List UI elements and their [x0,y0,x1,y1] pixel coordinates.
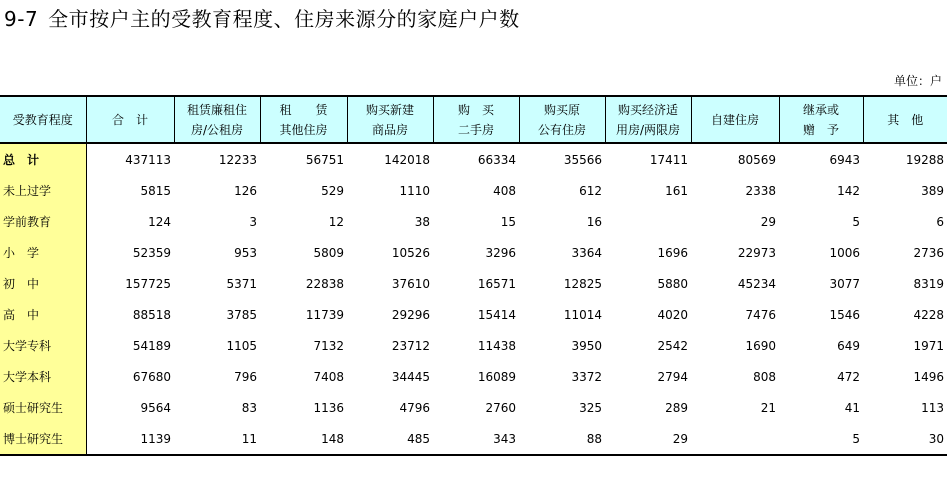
table-cell: 3950 [571,338,602,353]
table-cell: 19288 [905,152,944,167]
table-cell: 4020 [657,307,688,322]
table-cell: 52359 [132,245,171,260]
column-header-line2: 公有住房 [537,122,586,137]
table-cell: 7132 [313,338,344,353]
table-cell: 808 [753,369,776,384]
table-cell: 389 [921,183,944,198]
table-cell: 34445 [391,369,430,384]
table-row [0,268,947,299]
table-cell: 2338 [745,183,776,198]
column-header-line1: 购买新建 [365,102,414,117]
column-header [86,96,174,143]
column-header [260,96,347,143]
column-header-line2: 商品房 [371,122,408,137]
table-cell: 22973 [737,245,776,260]
table-cell [691,423,779,455]
table-cell: 6 [936,214,944,229]
row-label: 硕士研究生 [0,392,86,423]
table-cell: 1105 [226,338,257,353]
table-cell: 5880 [657,276,688,291]
table-row [0,392,947,423]
column-header [174,96,260,143]
table-cell: 12 [328,214,344,229]
table-cell: 10526 [391,245,430,260]
table-cell: 5809 [313,245,344,260]
table-cell: 148 [260,423,347,455]
table-cell: 124 [148,214,171,229]
table-cell: 35566 [563,152,602,167]
table-cell: 1139 [86,423,174,455]
row-label: 初 中 [0,268,86,299]
table-cell: 142 [837,183,860,198]
table-header-row [0,96,947,143]
table-row [0,423,947,455]
table-cell: 29296 [391,307,430,322]
table-cell: 325 [579,400,602,415]
table-row [0,299,947,330]
table-cell: 12825 [563,276,602,291]
column-header-line1: 购 买 [457,102,494,117]
column-header-line1: 自建住房 [710,112,759,127]
table-cell: 29 [760,214,776,229]
unit-label: 单位：户 [893,74,942,88]
table-number: 9-7 [4,7,39,31]
table-cell: 4228 [913,307,944,322]
table-cell: 80569 [737,152,776,167]
table-cell: 142018 [384,152,430,167]
column-header-line2: 用房/两限房 [615,122,681,137]
table-cell: 54189 [132,338,171,353]
column-header-line2: 二手房 [457,122,494,137]
table-cell: 29 [605,423,691,455]
table-cell: 45234 [737,276,776,291]
table-cell: 7476 [745,307,776,322]
table-cell: 126 [234,183,257,198]
row-label: 总 计 [0,143,86,175]
column-header [691,96,779,143]
data-table [0,95,947,456]
column-header-line1: 购买原 [543,102,580,117]
table-cell: 88518 [132,307,171,322]
table-cell: 2736 [913,245,944,260]
table-cell: 5371 [226,276,257,291]
table-title-text: 全市按户主的受教育程度、住房来源分的家庭户户数 [48,7,520,31]
table-cell: 6943 [829,152,860,167]
table-cell: 2542 [657,338,688,353]
table-cell: 3296 [485,245,516,260]
table-cell: 11438 [477,338,516,353]
table-cell: 83 [241,400,257,415]
column-header-line1: 租赁廉租住 [186,102,247,117]
table-cell: 11 [174,423,260,455]
table-cell: 3785 [226,307,257,322]
column-header-line1: 其 他 [887,112,924,127]
table-cell: 1690 [745,338,776,353]
table-cell: 66334 [477,152,516,167]
row-label: 学前教育 [0,206,86,237]
table-cell: 5 [852,214,860,229]
row-label: 博士研究生 [0,423,86,455]
table-cell: 4796 [399,400,430,415]
column-header [433,96,519,143]
table-cell: 5 [779,423,863,455]
table-cell: 30 [863,423,947,455]
table-cell: 408 [493,183,516,198]
table-cell: 485 [347,423,433,455]
table-cell: 16 [586,214,602,229]
column-header [863,96,947,143]
table-cell: 37610 [391,276,430,291]
table-cell: 472 [837,369,860,384]
table-cell: 1496 [913,369,944,384]
table-cell: 1006 [829,245,860,260]
table-cell: 21 [760,400,776,415]
table-cell: 16571 [477,276,516,291]
table-cell: 2760 [485,400,516,415]
table-row [0,143,947,175]
table-cell: 56751 [305,152,344,167]
table-cell: 3364 [571,245,602,260]
table-cell: 2794 [657,369,688,384]
table-cell: 3 [249,214,257,229]
table-cell: 3372 [571,369,602,384]
column-header-line1: 合 计 [111,112,148,127]
table-cell: 15 [500,214,516,229]
table-cell: 7408 [313,369,344,384]
column-header-line1: 租 赁 [279,102,328,117]
table-body [0,143,947,455]
table-cell: 17411 [649,152,688,167]
column-header-line1: 受教育程度 [12,112,73,127]
table-cell: 161 [665,183,688,198]
table-cell: 437113 [125,152,171,167]
table-cell: 23712 [391,338,430,353]
table-row [0,361,947,392]
table-cell: 343 [433,423,519,455]
row-label: 未上过学 [0,175,86,206]
table-cell: 953 [234,245,257,260]
table-cell: 9564 [140,400,171,415]
table-cell: 11739 [305,307,344,322]
table-cell: 796 [234,369,257,384]
column-header [347,96,433,143]
table-cell: 16089 [477,369,516,384]
table-cell: 649 [837,338,860,353]
table-row [0,330,947,361]
table-cell: 529 [321,183,344,198]
table-cell: 38 [414,214,430,229]
page-title [4,6,520,32]
table-row [0,175,947,206]
column-header-line1: 继承或 [802,102,839,117]
column-header-line1: 购买经济适 [617,102,678,117]
table-cell: 12233 [218,152,257,167]
row-label: 小 学 [0,237,86,268]
table-cell: 11014 [563,307,602,322]
table-cell: 1546 [829,307,860,322]
column-header-line2: 赠 予 [802,122,839,137]
table-cell: 1136 [313,400,344,415]
table-cell: 8319 [913,276,944,291]
table-cell: 113 [921,400,944,415]
table-cell: 157725 [125,276,171,291]
table-cell: 1971 [913,338,944,353]
table-cell [605,206,691,237]
row-label: 大学本科 [0,361,86,392]
row-label: 高 中 [0,299,86,330]
table-cell: 88 [519,423,605,455]
table-row [0,206,947,237]
table-cell: 67680 [132,369,171,384]
column-header [605,96,691,143]
table-cell: 289 [665,400,688,415]
row-label: 大学专科 [0,330,86,361]
table-row [0,237,947,268]
table-cell: 15414 [477,307,516,322]
table-cell: 5815 [140,183,171,198]
column-header [779,96,863,143]
column-header-line2: 其他住房 [279,122,328,137]
column-header [0,96,86,143]
table-cell: 3077 [829,276,860,291]
table-cell: 22838 [305,276,344,291]
table-cell: 41 [844,400,860,415]
column-header [519,96,605,143]
table-cell: 1696 [657,245,688,260]
table-cell: 1110 [399,183,430,198]
column-header-line2: 房/公租房 [190,122,244,137]
table-cell: 612 [579,183,602,198]
